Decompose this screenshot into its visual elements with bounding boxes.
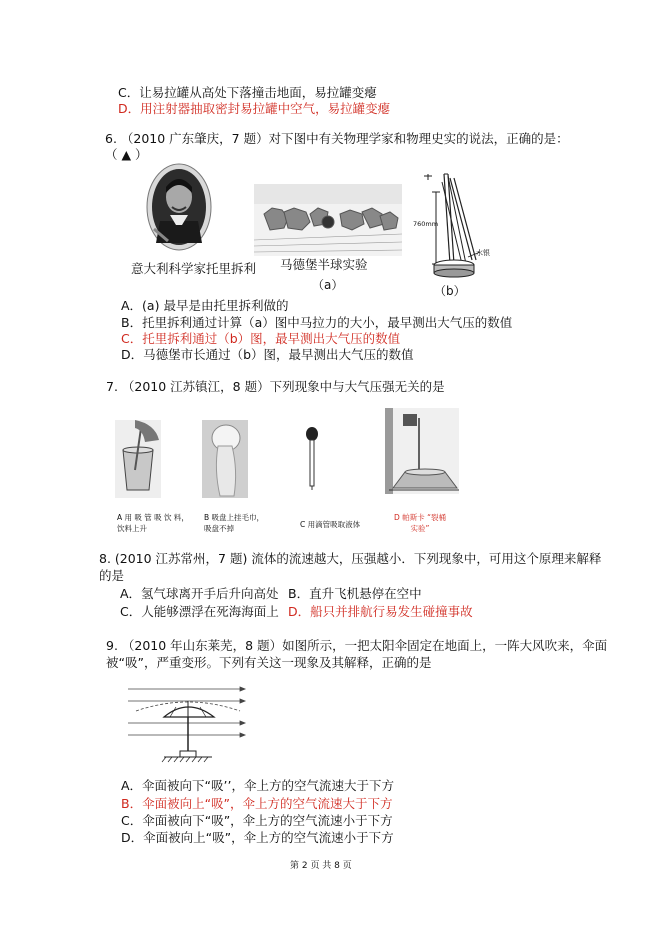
- page-footer: 第 2 页 共 8 页: [290, 861, 352, 871]
- caption-torricelli: 意大利科学家托里拆利: [131, 261, 257, 276]
- caption-b: B 吸盘上挂毛巾，吸盘不掉: [204, 513, 265, 533]
- q9-option-a: A．伞面被向下“吸’’，伞上方的空气流速大于下方: [121, 778, 394, 793]
- q9-option-d: D．伞面被向上“吸”，伞上方的空气流速小于下方: [121, 830, 394, 845]
- q9-option-b: B．伞面被向上“吸”，伞上方的空气流速大于下方: [121, 796, 393, 811]
- q5-option-d: D．用注射器抽取密封易拉罐中空气，易拉罐变瘪: [118, 101, 391, 116]
- magdeburg-hemispheres-picture: [254, 184, 402, 256]
- label-mercury: 水银: [476, 249, 490, 257]
- figure-c-dropper: [300, 426, 324, 490]
- label-a: （a）: [312, 278, 344, 292]
- figure-a-straw-drink: [115, 420, 161, 498]
- q8-option-c: C．人能够漂浮在死海海面上: [120, 604, 279, 619]
- caption-c: C 用滴管吸取液体: [300, 520, 361, 529]
- q8-option-a: A．氢气球离开手后升向高处: [120, 586, 279, 601]
- q6-option-d: D．马德堡市长通过（b）图，最早测出大气压的数值: [121, 347, 414, 362]
- q7-stem: 7. （2010 江苏镇江，8 题）下列现象中与大气压强无关的是: [106, 379, 445, 394]
- q9-stem-line2: 被“吸”，严重变形。下列有关这一现象及其解释，正确的是: [106, 655, 432, 670]
- q8-stem-line1: 8. (2010 江苏常州，7 题) 流体的流速越大，压强越小．下列现象中，可用这个原理来解释: [99, 551, 602, 566]
- q9-stem-line1: 9. （2010 年山东莱芜，8 题）如图所示，一把太阳伞固定在地面上，一阵大风吹来，伞面: [106, 638, 608, 653]
- q5-option-c: C．让易拉罐从高处下落撞击地面，易拉罐变瘪: [118, 85, 377, 100]
- caption-d: D 帕斯卡 “裂桶实验”: [394, 513, 446, 533]
- q6-answer-blank: （ ▲ ）: [105, 147, 148, 162]
- q6-option-b: B．托里拆利通过计算（a）图中马拉力的大小，最早测出大气压的数值: [121, 315, 513, 330]
- caption-magdeburg: 马德堡半球实验: [280, 257, 368, 272]
- q6-stem: 6. （2010 广东肇庆，7 题）对下图中有关物理学家和物理史实的说法，正确的是：: [105, 131, 569, 146]
- q8-stem-line2: 的是: [99, 568, 125, 583]
- figure-b-suction-cup: [202, 420, 248, 498]
- q8-option-d: D．船只并排航行易发生碰撞事故: [288, 604, 473, 619]
- umbrella-wind-diagram: [128, 683, 248, 765]
- label-b: （b）: [434, 284, 466, 298]
- label-760mm: 760mm: [413, 220, 439, 228]
- torricelli-portrait: [146, 163, 212, 251]
- q6-option-a: A．(a) 最早是由托里拆利做的: [121, 298, 289, 313]
- q6-option-c: C．托里拆利通过（b）图，最早测出大气压的数值: [121, 331, 401, 346]
- q9-option-c: C．伞面被向下“吸”，伞上方的空气流速小于下方: [121, 813, 393, 828]
- figure-d-pascal-barrel: [385, 408, 459, 494]
- caption-a: A 用 吸 管 吸 饮 料，饮料上升: [117, 513, 189, 533]
- q8-option-b: B．直升飞机悬停在空中: [288, 586, 422, 601]
